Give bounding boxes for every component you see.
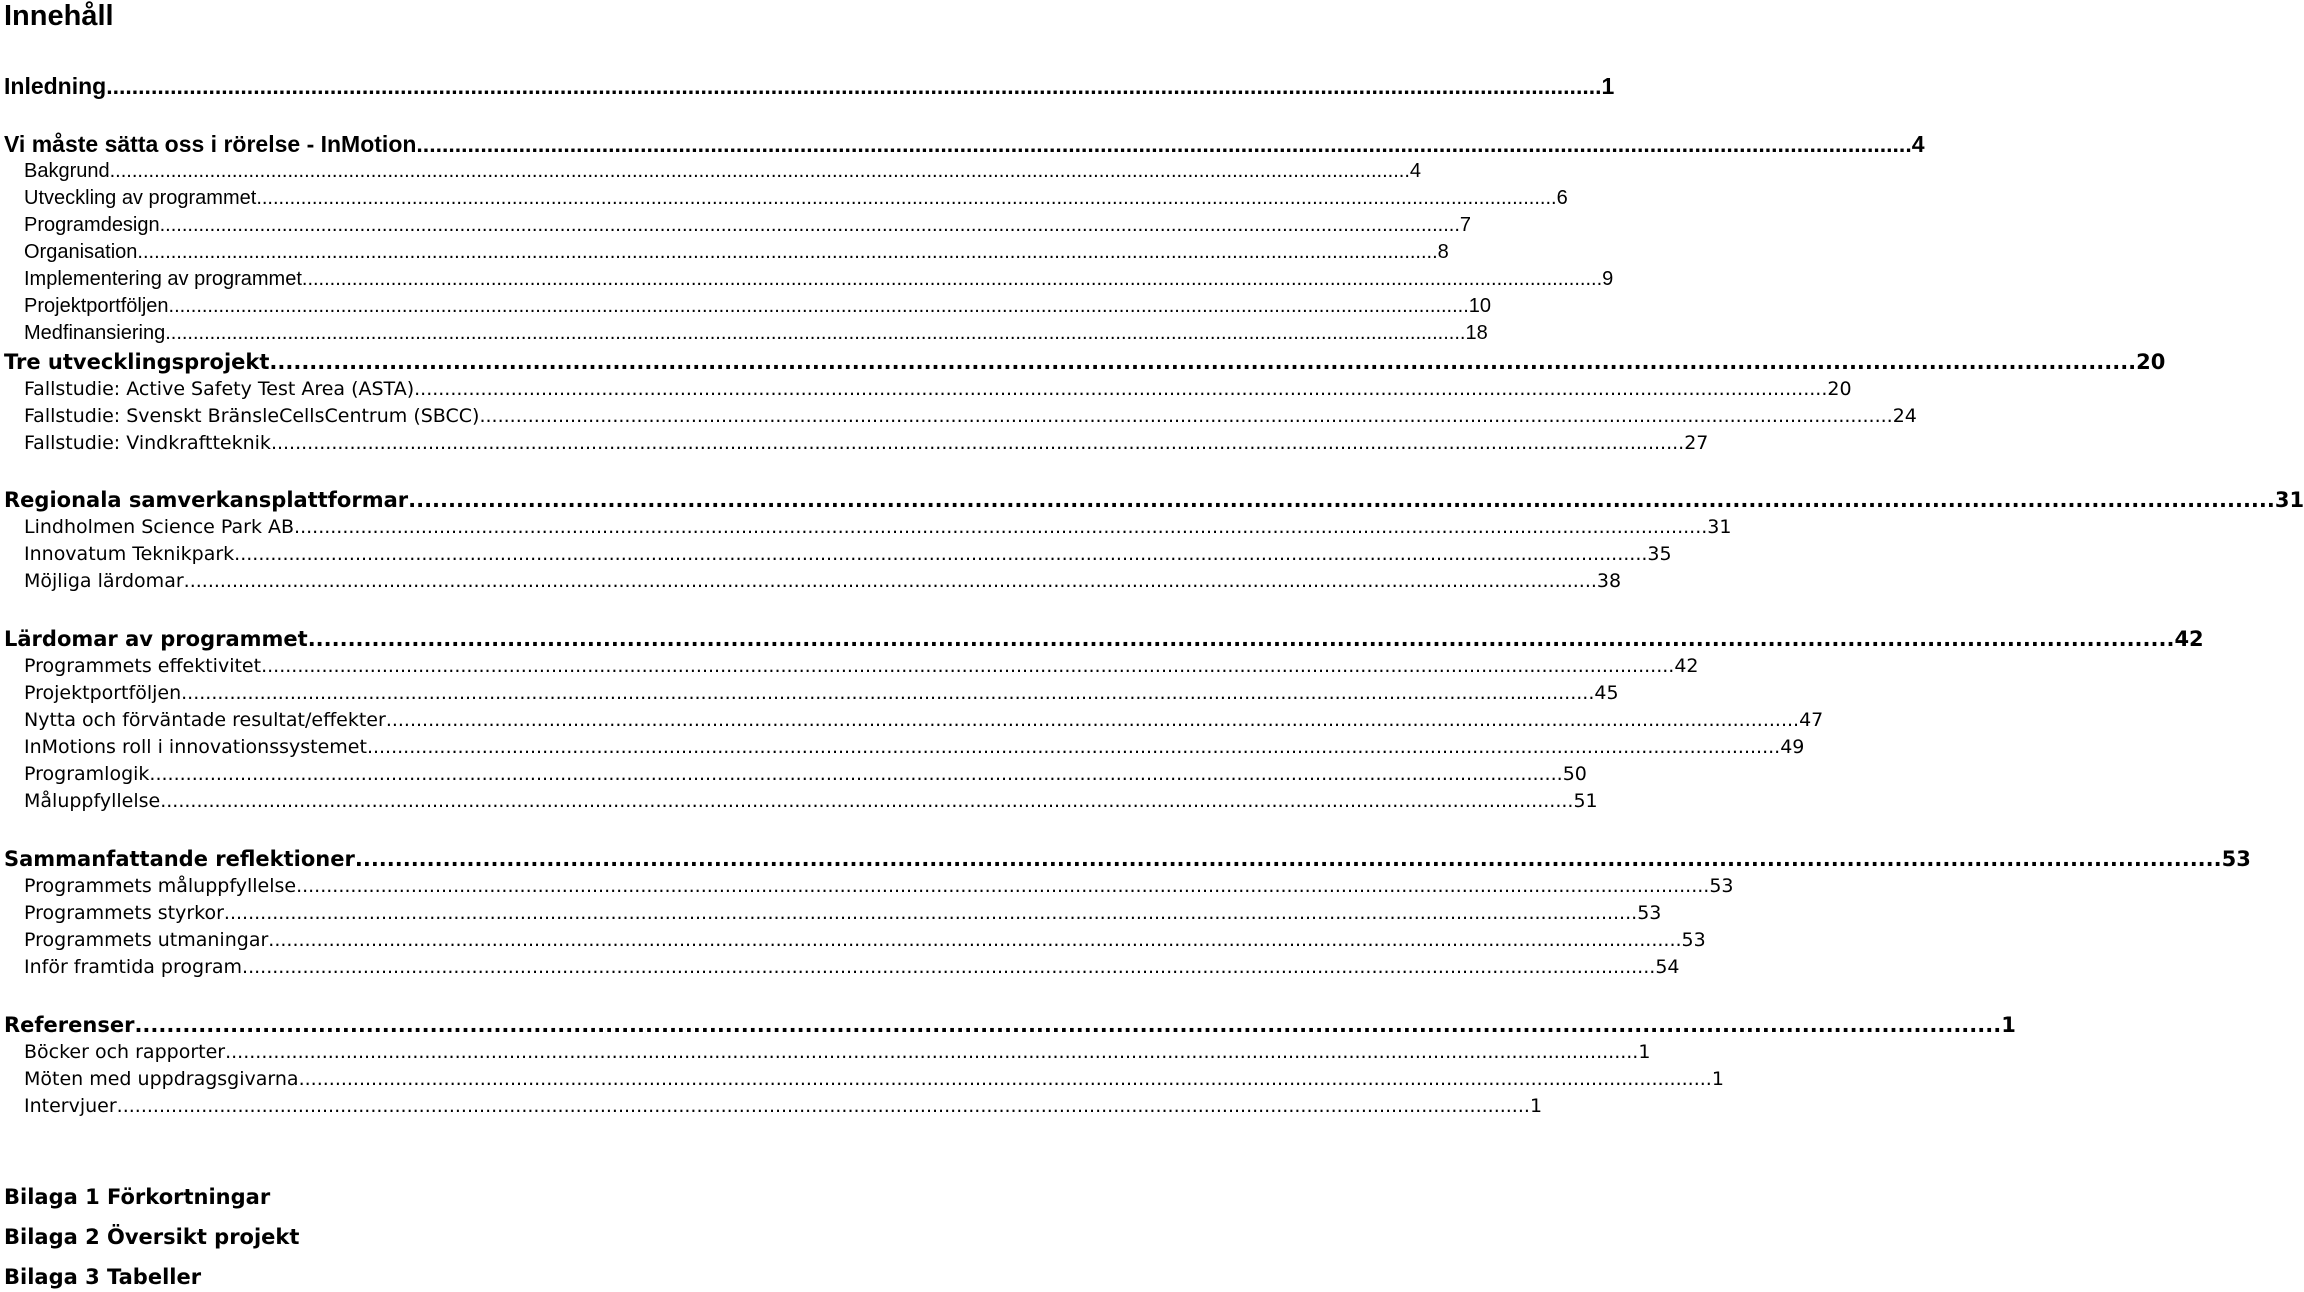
- toc-entry-label: Möten med uppdragsgivarna: [24, 1068, 299, 1090]
- toc-entry-label: Nytta och förväntade resultat/effekter: [24, 709, 386, 731]
- toc-entry-page: 6: [1556, 187, 1568, 209]
- toc-entry-page: 20: [1827, 378, 1852, 400]
- toc-leader-dots: ..........................................................................................................................................................................................................................................: [168, 295, 1469, 317]
- toc-entry-label: Möjliga lärdomar: [24, 570, 184, 592]
- toc-entry-bakgrund[interactable]: [4, 158, 1422, 184]
- toc-leader-dots: ..........................................................................................................................................................................................................................................: [134, 1013, 2002, 1037]
- toc-leader-dots: ..........................................................................................................................................................................................................................................: [307, 627, 2175, 651]
- toc-leader-dots: ..........................................................................................................................................................................................................................................: [296, 875, 1710, 897]
- toc-entry-page: 1: [1601, 73, 1615, 99]
- toc-entry-label: Vi måste sätta oss i rörelse - InMotion: [4, 131, 417, 157]
- toc-entry-programdesign[interactable]: [4, 212, 1472, 238]
- toc-entry-intervjuer[interactable]: [4, 1093, 1543, 1119]
- toc-entry-page: 1: [1638, 1041, 1651, 1063]
- toc-entry-label: Fallstudie: Vindkraftteknik: [24, 432, 271, 454]
- toc-entry-page: 53: [1637, 902, 1662, 924]
- toc-entry-label: Projektportföljen: [24, 682, 182, 704]
- toc-entry-label: Projektportföljen: [24, 295, 169, 317]
- toc-leader-dots: ..........................................................................................................................................................................................................................................: [256, 187, 1557, 209]
- toc-entry-innovatum[interactable]: [4, 541, 1672, 567]
- toc-leader-dots: ..........................................................................................................................................................................................................................................: [165, 322, 1466, 344]
- toc-entry-page: 53: [2221, 847, 2251, 871]
- toc-entry-sammanfattande[interactable]: [4, 845, 2251, 873]
- toc-entry-page: 54: [1655, 956, 1680, 978]
- toc-entry-lindholmen[interactable]: [4, 514, 1732, 540]
- toc-entry-vindkraftteknik[interactable]: [4, 430, 1709, 456]
- toc-entry-maluppfyllelse[interactable]: [4, 788, 1598, 814]
- toc-entry-effektivitet[interactable]: [4, 653, 1699, 679]
- toc-title: Innehåll: [4, 0, 114, 32]
- toc-entry-page: 53: [1709, 875, 1734, 897]
- toc-entry-programlogik[interactable]: [4, 761, 1587, 787]
- toc-entry-page: 51: [1573, 790, 1598, 812]
- toc-leader-dots: ..........................................................................................................................................................................................................................................: [416, 131, 1912, 157]
- toc-entry-inledning[interactable]: [4, 72, 1615, 100]
- toc-entry-bocker[interactable]: [4, 1039, 1651, 1065]
- toc-entry-page: 9: [1602, 268, 1614, 290]
- toc-leader-dots: ..........................................................................................................................................................................................................................................: [298, 1068, 1712, 1090]
- toc-entry-label: Innovatum Teknikpark: [24, 543, 235, 565]
- toc-entry-label: Referenser: [4, 1013, 135, 1037]
- toc-entry-utmaningar[interactable]: [4, 927, 1706, 953]
- toc-entry-label: Tre utvecklingsprojekt: [4, 350, 270, 374]
- toc-leader-dots: ..........................................................................................................................................................................................................................................: [225, 1041, 1639, 1063]
- toc-entry-sbcc[interactable]: [4, 403, 1917, 429]
- toc-entry-page: 4: [1409, 160, 1422, 182]
- toc-leader-dots: ..........................................................................................................................................................................................................................................: [137, 241, 1438, 263]
- toc-entry-referenser[interactable]: [4, 1011, 2016, 1039]
- toc-entry-label: Inledning: [4, 73, 107, 99]
- toc-entry-page: 1: [1711, 1068, 1724, 1090]
- toc-leader-dots: ..........................................................................................................................................................................................................................................: [159, 214, 1460, 236]
- toc-entry-label: Programlogik: [24, 763, 150, 785]
- toc-leader-dots: ..........................................................................................................................................................................................................................................: [234, 543, 1648, 565]
- toc-leader-dots: ..........................................................................................................................................................................................................................................: [385, 709, 1800, 731]
- toc-entry-label: Måluppfyllelse: [24, 790, 161, 812]
- toc-entry-page: 50: [1562, 763, 1587, 785]
- toc-entry-page: 53: [1681, 929, 1706, 951]
- appendix-1[interactable]: Bilaga 1 Förkortningar: [4, 1185, 271, 1209]
- toc-entry-label: Programmets utmaningar: [24, 929, 269, 951]
- toc-leader-dots: ..........................................................................................................................................................................................................................................: [366, 736, 1781, 758]
- toc-leader-dots: ..........................................................................................................................................................................................................................................: [479, 405, 1893, 427]
- toc-leader-dots: ..........................................................................................................................................................................................................................................: [242, 956, 1656, 978]
- toc-entry-nytta[interactable]: [4, 707, 1824, 733]
- toc-leader-dots: ..........................................................................................................................................................................................................................................: [414, 378, 1828, 400]
- toc-entry-programmets-maluppfyllelse[interactable]: [4, 873, 1734, 899]
- toc-entry-page: 47: [1799, 709, 1824, 731]
- toc-entry-moten[interactable]: [4, 1066, 1724, 1092]
- toc-leader-dots: ..........................................................................................................................................................................................................................................: [160, 790, 1574, 812]
- toc-leader-dots: ..........................................................................................................................................................................................................................................: [268, 929, 1682, 951]
- toc-entry-label: Sammanfattande reflektioner: [4, 847, 355, 871]
- toc-entry-page: 20: [2136, 350, 2166, 374]
- toc-leader-dots: ..........................................................................................................................................................................................................................................: [301, 268, 1603, 290]
- toc-entry-label: Inför framtida program: [24, 956, 243, 978]
- toc-entry-organisation[interactable]: [4, 239, 1449, 265]
- toc-leader-dots: ..........................................................................................................................................................................................................................................: [294, 516, 1708, 538]
- toc-entry-page: 38: [1596, 570, 1622, 592]
- toc-entry-label: Lindholmen Science Park AB: [24, 516, 295, 538]
- toc-entry-label: Regionala samverkansplattformar: [4, 488, 409, 512]
- toc-entry-label: Medfinansiering: [24, 322, 166, 344]
- toc-leader-dots: ..........................................................................................................................................................................................................................................: [408, 488, 2275, 512]
- toc-entry-page: 31: [1707, 516, 1732, 538]
- toc-entry-label: Programmets måluppfyllelse: [24, 875, 297, 897]
- toc-leader-dots: ..........................................................................................................................................................................................................................................: [354, 847, 2222, 871]
- appendix-3[interactable]: Bilaga 3 Tabeller: [4, 1265, 202, 1289]
- toc-entry-asta[interactable]: [4, 376, 1852, 402]
- toc-entry-styrkor[interactable]: [4, 900, 1662, 926]
- toc-leader-dots: ..........................................................................................................................................................................................................................................: [269, 350, 2137, 374]
- toc-entry-page: 1: [1529, 1095, 1543, 1117]
- toc-entry-page: 1: [2001, 1013, 2016, 1037]
- toc-entry-page: 45: [1594, 682, 1619, 704]
- toc-entry-label: Böcker och rapporter: [24, 1041, 226, 1063]
- toc-entry-projektportfoljen-2[interactable]: [4, 680, 1619, 706]
- toc-entry-implementering[interactable]: [4, 266, 1614, 292]
- toc-entry-label: Utveckling av programmet: [24, 187, 257, 209]
- toc-entry-page: 8: [1437, 241, 1449, 263]
- toc-entry-page: 18: [1465, 322, 1488, 344]
- toc-entry-utveckling[interactable]: [4, 185, 1568, 211]
- toc-leader-dots: ..........................................................................................................................................................................................................................................: [149, 763, 1563, 785]
- toc-entry-tre-utvecklingsprojekt[interactable]: [4, 348, 2166, 376]
- toc-entry-page: 24: [1892, 405, 1917, 427]
- appendix-2[interactable]: Bilaga 2 Översikt projekt: [4, 1225, 300, 1249]
- toc-entry-projektportfoljen[interactable]: [4, 293, 1492, 319]
- toc-entry-page: 27: [1684, 432, 1709, 454]
- toc-leader-dots: ..........................................................................................................................................................................................................................................: [106, 73, 1602, 99]
- toc-entry-label: Implementering av programmet: [24, 268, 302, 290]
- toc-entry-page: 4: [1911, 131, 1925, 157]
- toc-entry-label: Programdesign: [24, 214, 160, 236]
- toc-leader-dots: ..........................................................................................................................................................................................................................................: [181, 682, 1595, 704]
- toc-leader-dots: ..........................................................................................................................................................................................................................................: [270, 432, 1685, 454]
- toc-entry-label: Programmets effektivitet: [24, 655, 262, 677]
- toc-entry-page: 10: [1468, 295, 1492, 317]
- toc-entry-medfinansiering[interactable]: [4, 320, 1488, 346]
- toc-entry-inmotion[interactable]: [4, 130, 1925, 158]
- toc-entry-label: Intervjuer: [24, 1095, 117, 1117]
- toc-entry-inmotions-roll[interactable]: [4, 734, 1805, 760]
- toc-entry-framtida[interactable]: [4, 954, 1680, 980]
- toc-entry-label: Organisation: [24, 241, 138, 263]
- toc-entry-page: 42: [2174, 627, 2204, 651]
- toc-leader-dots: ..........................................................................................................................................................................................................................................: [109, 160, 1410, 182]
- toc-entry-label: InMotions roll i innovationssystemet: [24, 736, 367, 758]
- toc-entry-label: Bakgrund: [24, 160, 110, 182]
- toc-entry-label: Programmets styrkor: [24, 902, 224, 924]
- toc-leader-dots: ..........................................................................................................................................................................................................................................: [223, 902, 1638, 924]
- toc-entry-page: 35: [1647, 543, 1672, 565]
- toc-entry-label: Lärdomar av programmet: [4, 627, 308, 651]
- toc-entry-label: Fallstudie: Svenskt BränsleCellsCentrum (SBCC): [24, 405, 480, 427]
- toc-entry-page: 31: [2274, 488, 2304, 512]
- toc-entry-label: Fallstudie: Active Safety Test Area (ASTA): [24, 378, 415, 400]
- toc-entry-page: 7: [1459, 214, 1472, 236]
- toc-leader-dots: ..........................................................................................................................................................................................................................................: [183, 570, 1597, 592]
- toc-entry-page: 42: [1674, 655, 1699, 677]
- toc-entry-mojliga-lardomar[interactable]: [4, 568, 1622, 594]
- toc-leader-dots: ..........................................................................................................................................................................................................................................: [116, 1095, 1530, 1117]
- toc-entry-lardomar[interactable]: [4, 625, 2204, 653]
- toc-entry-page: 49: [1780, 736, 1805, 758]
- toc-leader-dots: ..........................................................................................................................................................................................................................................: [261, 655, 1675, 677]
- toc-entry-regionala[interactable]: [4, 486, 2304, 514]
